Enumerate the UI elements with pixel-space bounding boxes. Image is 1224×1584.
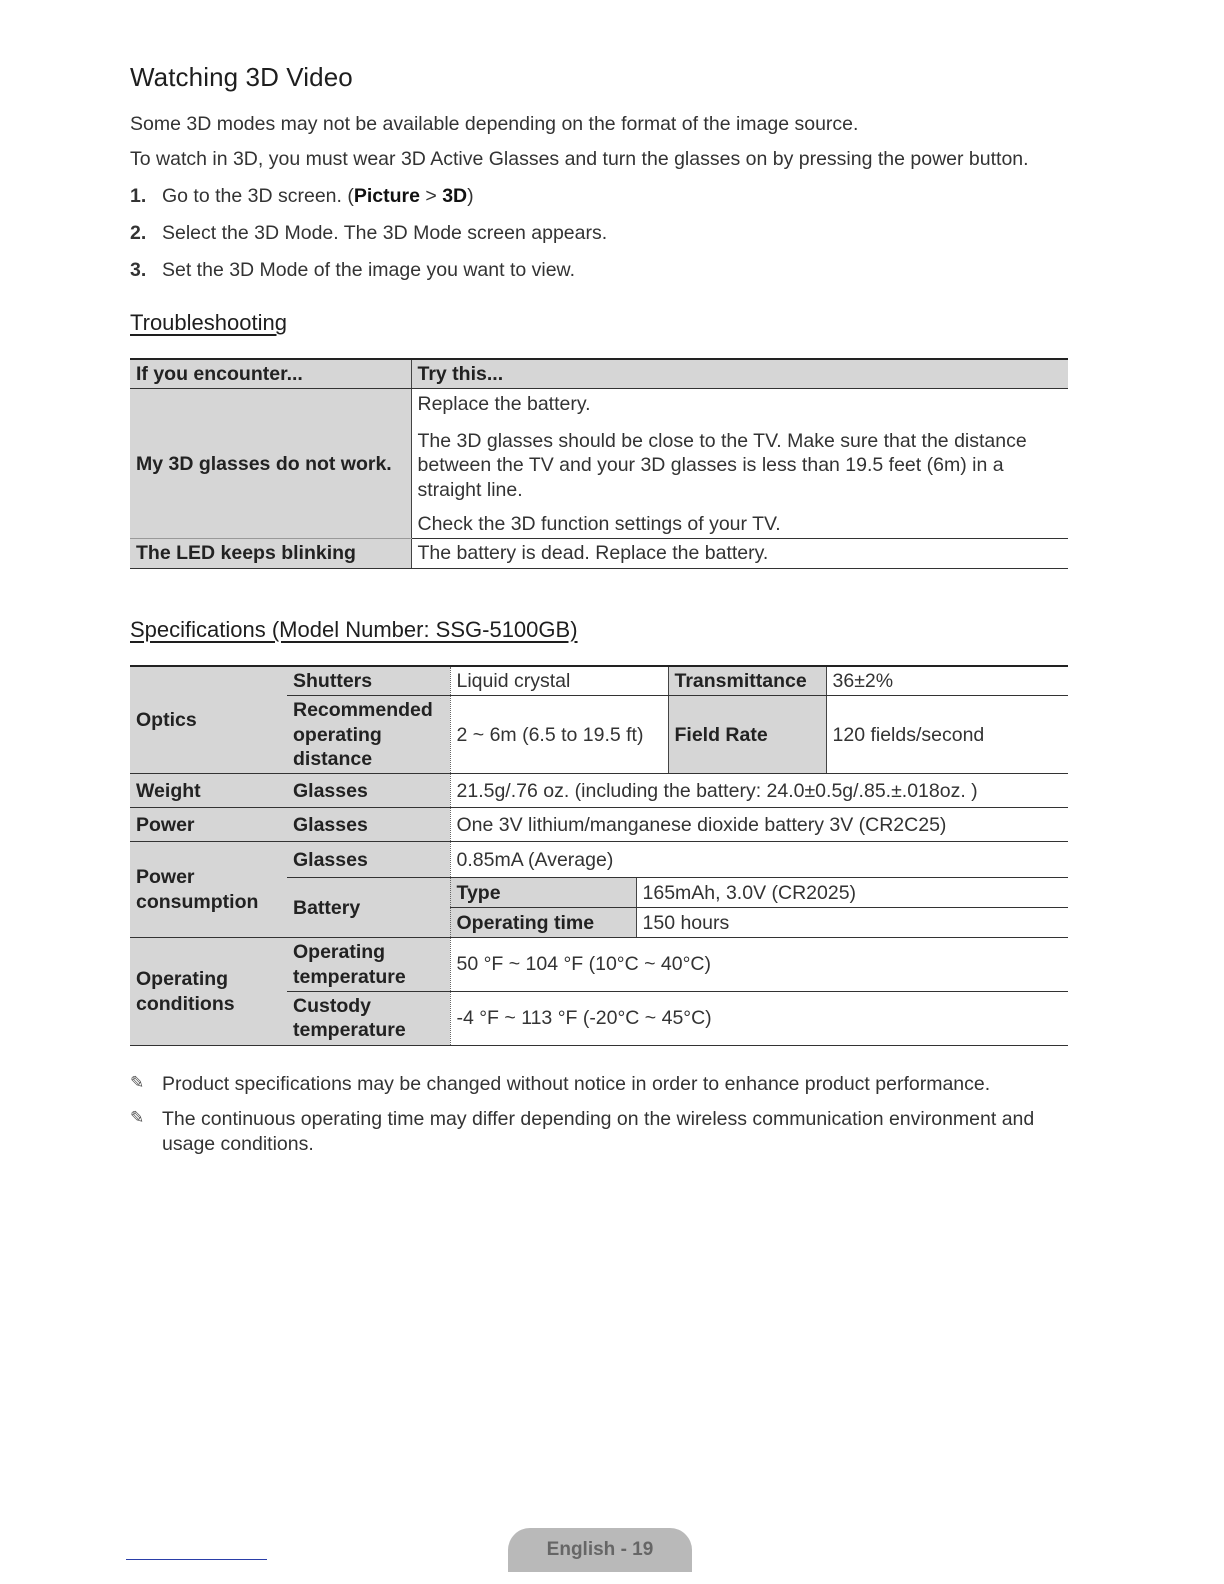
pencil-icon: ✎ — [130, 1072, 145, 1092]
solution-cell: Check the 3D function settings of your TV. — [411, 508, 1068, 539]
spec-value: 21.5g/.76 oz. (including the battery: 24.0±0.5g/.85.±.018oz. ) — [450, 774, 1068, 808]
spec-label: Operating time — [450, 908, 636, 938]
spec-category: Operating conditions — [130, 938, 287, 1046]
spec-label: Glasses — [287, 774, 450, 808]
spec-category: Weight — [130, 774, 287, 808]
spec-value: 36±2% — [826, 666, 1068, 696]
section-title: Watching 3D Video — [130, 62, 353, 92]
table-row — [130, 842, 1068, 878]
table-row — [130, 774, 1068, 808]
spec-label: Custody temperature — [287, 992, 450, 1046]
specifications-table — [130, 665, 1068, 1046]
spec-label: Shutters — [287, 666, 450, 696]
spec-value: -4 °F ~ 113 °F (-20°C ~ 45°C) — [450, 992, 1068, 1046]
table-header-row — [130, 359, 1068, 389]
step-text: Set the 3D Mode of the image you want to view. — [162, 259, 575, 281]
specifications-title: Specifications (Model Number: SSG-5100GB) — [130, 616, 578, 642]
table-row — [130, 389, 1068, 423]
table-row — [130, 666, 1068, 696]
menu-path-3d: 3D — [442, 185, 468, 207]
table-row — [130, 938, 1068, 992]
intro-paragraph: To watch in 3D, you must wear 3D Active Glasses and turn the glasses on by pressing the power button. — [130, 148, 1029, 170]
spec-value: 2 ~ 6m (6.5 to 19.5 ft) — [450, 696, 668, 774]
note-text: The continuous operating time may differ depending on the wireless communication environment and usage conditions. — [162, 1108, 1035, 1156]
problem-cell: The LED keeps blinking — [130, 539, 411, 568]
table-row — [130, 808, 1068, 842]
spec-category: Optics — [130, 666, 287, 774]
spec-category: Power consumption — [130, 842, 287, 938]
note-item — [130, 1072, 1068, 1097]
spec-label: Type — [450, 878, 636, 908]
intro-paragraph: Some 3D modes may not be available depending on the format of the image source. — [130, 113, 859, 135]
page-number-badge: English - 19 — [508, 1528, 692, 1572]
page-content — [130, 62, 1068, 1168]
spec-label: Glasses — [287, 808, 450, 842]
spec-label: Transmittance — [668, 666, 826, 696]
table-header: Try this... — [411, 359, 1068, 389]
notes-section — [130, 1072, 1068, 1158]
step-text: Go to the 3D screen. (Picture > 3D) — [162, 185, 474, 207]
list-item — [130, 185, 1068, 208]
spec-value: 165mAh, 3.0V (CR2025) — [636, 878, 1068, 908]
table-row — [130, 539, 1068, 568]
table-header: If you encounter... — [130, 359, 411, 389]
spec-value: One 3V lithium/manganese dioxide battery 3V (CR2C25) — [450, 808, 1068, 842]
pencil-icon: ✎ — [130, 1108, 145, 1128]
step-number: 2. — [130, 222, 147, 244]
note-text: Product specifications may be changed without notice in order to enhance product performance. — [162, 1072, 991, 1095]
spec-category: Power — [130, 808, 287, 842]
step-number: 1. — [130, 185, 147, 207]
spec-label: Recommended operating distance — [287, 696, 450, 774]
spec-value: Liquid crystal — [450, 666, 668, 696]
solution-cell: Replace the battery. — [411, 389, 1068, 423]
troubleshooting-title: Troubleshooting — [130, 310, 287, 335]
solution-cell: The 3D glasses should be close to the TV. Make sure that the distance between the TV and your 3D glasses is less than 19.5 feet (6m) in a straight line. — [411, 423, 1068, 508]
step-text: Select the 3D Mode. The 3D Mode screen appears. — [162, 222, 608, 244]
spec-label: Field Rate — [668, 696, 826, 774]
steps-list — [130, 185, 1068, 282]
spec-value: 150 hours — [636, 908, 1068, 938]
spec-label: Glasses — [287, 842, 450, 878]
troubleshooting-table — [130, 358, 1068, 569]
menu-path-picture: Picture — [353, 185, 420, 207]
spec-value: 50 °F ~ 104 °F (10°C ~ 40°C) — [450, 938, 1068, 992]
footer-rule — [126, 1559, 267, 1560]
problem-cell: My 3D glasses do not work. — [130, 389, 411, 539]
note-item — [130, 1107, 1068, 1158]
list-item — [130, 222, 1068, 245]
list-item — [130, 259, 1068, 282]
spec-value: 0.85mA (Average) — [450, 842, 1068, 878]
spec-label: Battery — [287, 878, 450, 938]
solution-cell: The battery is dead. Replace the battery. — [411, 539, 1068, 568]
step-number: 3. — [130, 259, 147, 281]
spec-value: 120 fields/second — [826, 696, 1068, 774]
spec-label: Operating temperature — [287, 938, 450, 992]
